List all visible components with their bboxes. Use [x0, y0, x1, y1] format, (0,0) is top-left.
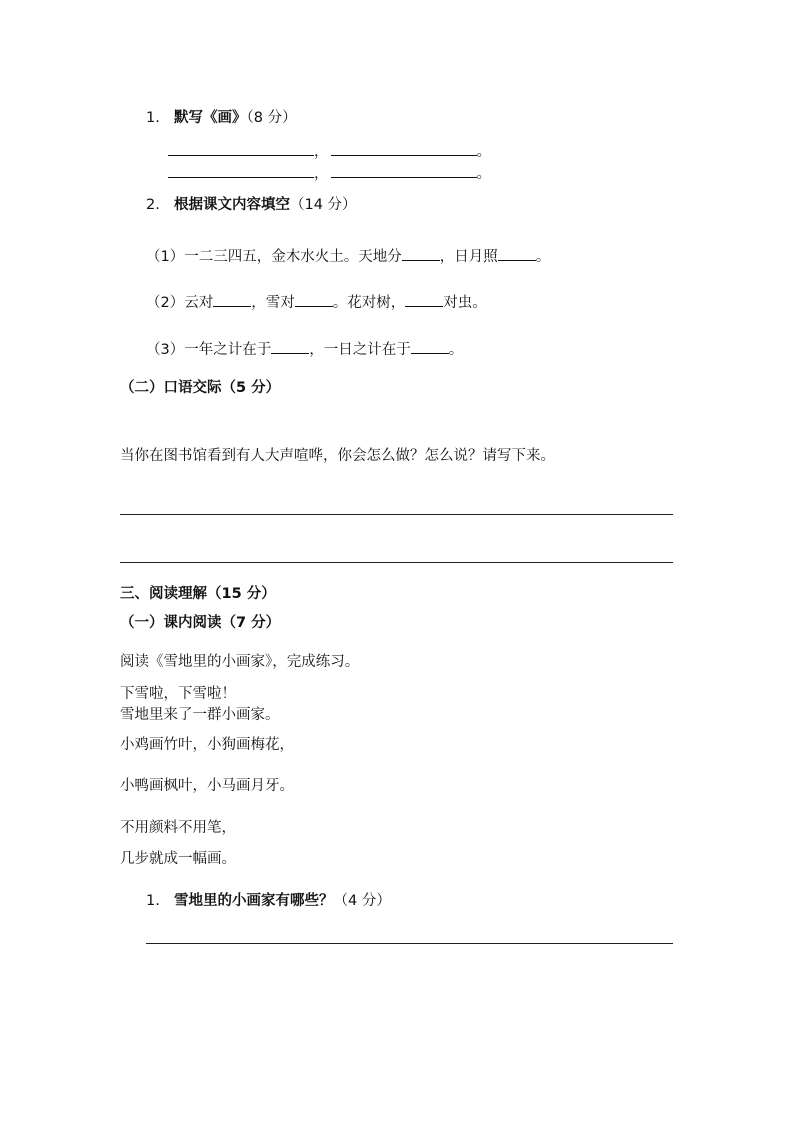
answer-blank[interactable] [402, 246, 440, 261]
q1-score: （8 分） [246, 110, 297, 126]
poem-line: 雪地里来了一群小画家。 [120, 707, 280, 723]
reading-q1-number: 1. [146, 893, 160, 909]
q2-score: （14 分） [290, 197, 357, 213]
answer-blank[interactable] [331, 141, 477, 156]
answer-blank[interactable] [168, 141, 314, 156]
q2-item-2 [146, 292, 487, 313]
item-label: （2） [146, 295, 185, 311]
period-sep: 。 [476, 144, 491, 160]
poem-line: 小鸭画枫叶，小马画月牙。 [120, 778, 294, 794]
item-text: ，雪对 [251, 295, 295, 311]
answer-blank[interactable] [213, 292, 251, 307]
item-text: 。花对树， [332, 295, 406, 311]
period-sep: 。 [476, 166, 491, 182]
q2-item-3 [146, 339, 463, 360]
oral-heading: （二）口语交际（5 分） [120, 380, 281, 396]
reading-q1-text: 雪地里的小画家有哪些？ [174, 893, 334, 909]
poem-line: 不用颜料不用笔， [120, 820, 236, 836]
reading-sub-heading: （一）课内阅读（7 分） [120, 615, 281, 631]
reading-heading: 三、阅读理解（15 分） [120, 586, 276, 602]
oral-question: 当你在图书馆看到有人大声喧哗，你会怎么做？怎么说？请写下来。 [120, 448, 555, 464]
answer-blank[interactable] [168, 163, 314, 178]
poem-line: 小鸡画竹叶，小狗画梅花， [120, 737, 294, 753]
answer-blank[interactable] [411, 339, 449, 354]
item-text: 一二三四五，金木水火土。天地分 [184, 249, 402, 265]
answer-line[interactable] [120, 514, 673, 515]
answer-blank[interactable] [498, 246, 536, 261]
poem-line: 几步就成一幅画。 [120, 851, 236, 867]
item-label: （3） [146, 342, 185, 358]
q2-heading [146, 195, 357, 215]
item-text: 对虫。 [443, 295, 487, 311]
q2-number: 2. [146, 197, 160, 213]
reading-q1-score: （4 分） [333, 893, 391, 909]
answer-blank[interactable] [405, 292, 443, 307]
q2-item-1 [146, 246, 550, 267]
item-label: （1） [146, 249, 185, 265]
q1-title: 默写《画》 [174, 110, 247, 126]
q1-heading [146, 108, 297, 128]
answer-line[interactable] [120, 562, 673, 563]
item-text: ，一日之计在于 [309, 342, 411, 358]
reading-instruction: 阅读《雪地里的小画家》，完成练习。 [120, 654, 360, 670]
poem-line: 下雪啦，下雪啦！ [120, 686, 236, 702]
item-text: 一年之计在于 [184, 342, 272, 358]
item-text: ，日月照 [439, 249, 498, 265]
item-text: 。 [448, 342, 464, 358]
reading-q1-heading [146, 891, 391, 911]
answer-line[interactable] [146, 943, 673, 944]
answer-blank[interactable] [331, 163, 477, 178]
answer-blank[interactable] [271, 339, 309, 354]
answer-blank[interactable] [295, 292, 333, 307]
item-text: 。 [535, 249, 551, 265]
comma-sep: ， [314, 166, 329, 182]
q2-title: 根据课文内容填空 [174, 197, 290, 213]
comma-sep: ， [314, 144, 329, 160]
q1-answer-line-2 [168, 163, 491, 184]
item-text: 云对 [184, 295, 214, 311]
q1-number: 1. [146, 110, 160, 126]
q1-answer-line-1 [168, 141, 491, 162]
